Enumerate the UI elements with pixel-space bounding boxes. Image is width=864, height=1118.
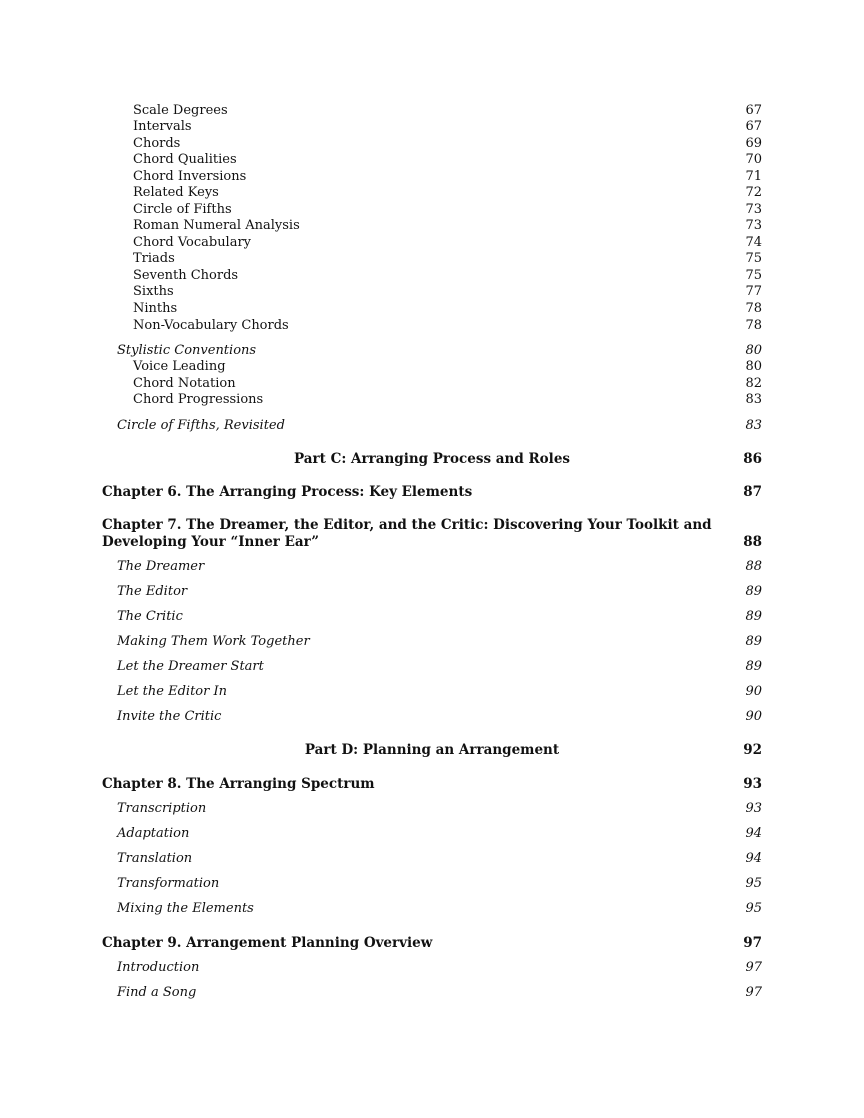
toc-entry-sub [102,268,762,284]
toc-entry-title: Chord Progressions [133,392,264,407]
toc-entry-chap [102,484,762,500]
toc-entry-page: 94 [745,826,762,841]
toc-entry-sub [102,251,762,267]
toc-entry-title: Chord Qualities [133,152,237,167]
toc-entry-sec [102,901,762,917]
toc-entry-page: 67 [745,103,762,118]
toc-entry-page: 83 [745,392,762,407]
toc-entry-page: 78 [745,301,762,316]
toc-entry-sec [102,851,762,867]
toc-entry-sec [102,609,762,625]
toc-entry-sec [102,876,762,892]
toc-entry-page: 93 [745,801,762,816]
toc-entry-title: Mixing the Elements [117,901,254,916]
toc-entry-sec [102,418,762,434]
toc-entry-title: Chord Inversions [133,169,247,184]
toc-entry-page: 83 [745,418,762,433]
toc-entry-sec [102,584,762,600]
toc-entry-page: 71 [745,169,762,184]
toc-entry-part [102,451,762,467]
toc-entry-title: Transformation [117,876,220,891]
toc-entry-sec [102,826,762,842]
toc-entry-sec [102,659,762,675]
toc-entry-page: 97 [745,960,762,975]
toc-entry-sec [102,343,762,359]
toc-entry-title: Part D: Planning an Arrangement [304,742,560,758]
toc-entry-part [102,742,762,758]
toc-entry-page: 77 [745,284,762,299]
toc-entry-sub [102,185,762,201]
toc-entry-page: 90 [745,709,762,724]
toc-entry-title: Introduction [117,960,200,975]
toc-entry-title: Part C: Arranging Process and Roles [293,451,571,467]
toc-entry-sec [102,634,762,650]
toc-entry-sub [102,103,762,119]
toc-entry-sec [102,801,762,817]
toc-entry-page: 93 [743,776,762,792]
toc-entry-page: 95 [745,876,762,891]
toc-entry-sub [102,301,762,317]
toc-entry-title: Invite the Critic [117,709,222,724]
toc-entry-page: 69 [745,136,762,151]
toc-entry-page: 88 [745,559,762,574]
toc-entry-page: 92 [743,742,762,758]
toc-entry-sec [102,985,762,1001]
toc-entry-page: 78 [745,318,762,333]
toc-entry-title: Chapter 9. Arrangement Planning Overview [102,935,433,951]
toc-entry-title: Chord Vocabulary [133,235,252,250]
toc-entry-sub [102,359,762,375]
toc-entry-title: Find a Song [117,985,197,1000]
toc-entry-page: 74 [745,235,762,250]
toc-entry-page: 73 [745,218,762,233]
toc-entry-page: 80 [745,359,762,374]
toc-entry-page: 89 [745,634,762,649]
toc-entry-title: Translation [117,851,193,866]
toc-entry-sub [102,152,762,168]
toc-entry-page: 86 [743,451,762,467]
toc-entry-title: Chapter 8. The Arranging Spectrum [102,776,375,792]
toc-entry-page: 89 [745,659,762,674]
toc-entry-title: Circle of Fifths [133,202,232,217]
toc-entry-title: The Critic [117,609,183,624]
toc-entry-title: Seventh Chords [133,268,239,283]
toc-entry-sub [102,376,762,392]
toc-entry-title: Non-Vocabulary Chords [133,318,289,333]
toc-entry-title: Roman Numeral Analysis [133,218,300,233]
toc-entry-title: Sixths [133,284,174,299]
toc-entry-chap [102,776,762,792]
toc-entry-sub [102,202,762,218]
toc-entry-title: Intervals [133,119,192,134]
toc-entry-title: Circle of Fifths, Revisited [117,418,285,433]
toc-entry-page: 94 [745,851,762,866]
toc-entry-page: 89 [745,609,762,624]
toc-entry-title: Stylistic Conventions [117,343,257,358]
toc-entry-chap [102,517,762,551]
toc-entry-page: 82 [745,376,762,391]
toc-entry-page: 90 [745,684,762,699]
toc-entry-page: 73 [745,202,762,217]
toc-entry-title: Chords [133,136,181,151]
toc-entry-chap [102,935,762,951]
toc-entry-sec [102,559,762,575]
toc-entry-title: Adaptation [117,826,190,841]
toc-entry-sub [102,169,762,185]
toc-entry-title: Ninths [133,301,178,316]
toc-entry-page: 87 [743,484,762,500]
toc-entry-page: 75 [745,268,762,283]
toc-entry-page: 97 [745,985,762,1000]
toc-entry-title: Related Keys [133,185,219,200]
toc-entry-title: Scale Degrees [133,103,228,118]
toc-entry-sec [102,684,762,700]
toc-entry-sub [102,392,762,408]
toc-entry-title: Transcription [117,801,207,816]
toc-entry-title: Chapter 7. The Dreamer, the Editor, and the Critic: Discovering Your Toolkit and Developing Your “Inner Ear” [102,517,712,550]
toc-entry-page: 70 [745,152,762,167]
toc-entry-title: The Editor [117,584,188,599]
toc-entry-page: 95 [745,901,762,916]
toc-entry-sub [102,284,762,300]
toc-entry-title: Triads [133,251,175,266]
toc-entry-sub [102,119,762,135]
toc-entry-title: Let the Dreamer Start [117,659,264,674]
toc-entry-sub [102,136,762,152]
toc-entry-page: 72 [745,185,762,200]
toc-entry-title: Let the Editor In [117,684,227,699]
toc-entry-sub [102,318,762,334]
toc-entry-title: Voice Leading [133,359,226,374]
toc-entry-page: 88 [743,534,762,550]
toc-entry-sec [102,960,762,976]
toc-entry-page: 80 [745,343,762,358]
toc-entry-sec [102,709,762,725]
toc-entry-page: 97 [743,935,762,951]
toc-entry-title: Chord Notation [133,376,236,391]
toc-entry-sub [102,235,762,251]
toc-entry-page: 89 [745,584,762,599]
toc-entry-title: Chapter 6. The Arranging Process: Key Elements [102,484,473,500]
toc-entry-page: 75 [745,251,762,266]
toc-entry-sub [102,218,762,234]
toc-entry-page: 67 [745,119,762,134]
toc-entry-title: The Dreamer [117,559,205,574]
toc-entry-title: Making Them Work Together [117,634,310,649]
